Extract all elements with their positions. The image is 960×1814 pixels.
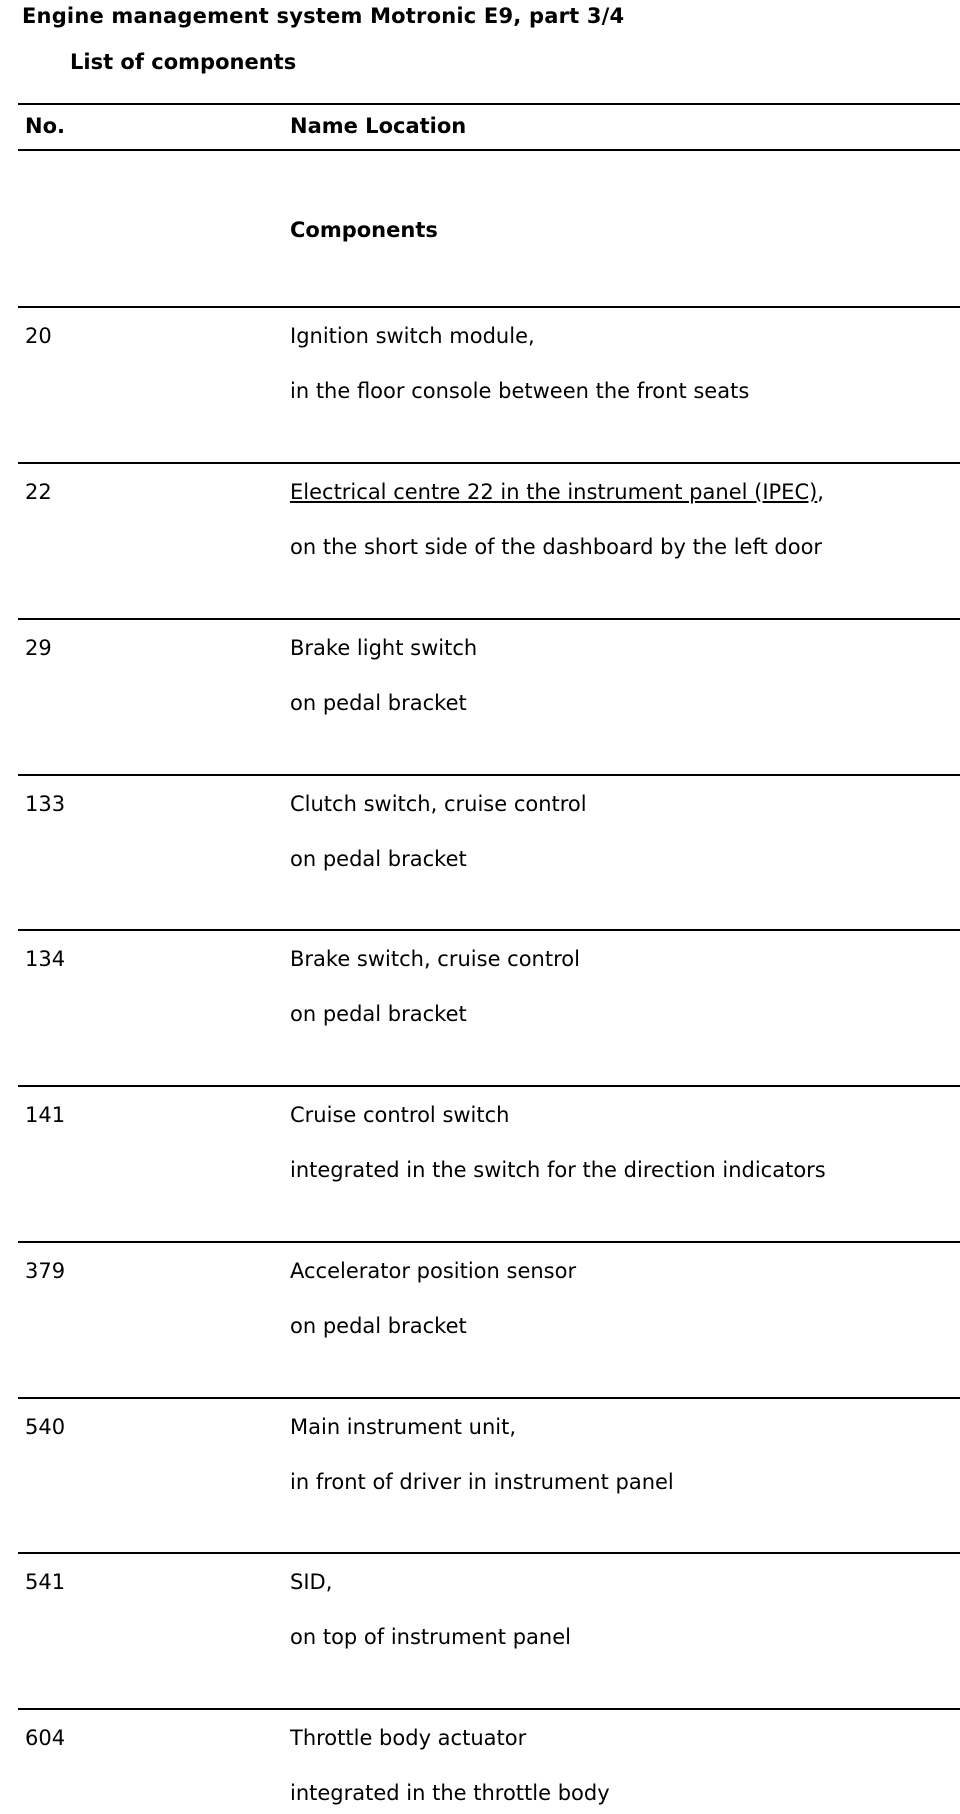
row-divider (18, 1397, 960, 1399)
row-divider (18, 462, 960, 464)
component-number: 29 (25, 636, 52, 660)
row-divider (18, 1708, 960, 1710)
table-row (0, 1085, 960, 1241)
row-divider (18, 1552, 960, 1554)
component-number: 604 (25, 1726, 66, 1750)
component-location: on top of instrument panel (290, 1625, 571, 1649)
component-name: Throttle body actuator (290, 1726, 527, 1750)
row-divider (18, 1241, 960, 1243)
component-number: 134 (25, 947, 66, 971)
component-number: 22 (25, 480, 52, 504)
component-location: in front of driver in instrument panel (290, 1470, 674, 1494)
component-location: on pedal bracket (290, 1314, 467, 1338)
table-row (0, 618, 960, 774)
component-number: 20 (25, 324, 52, 348)
column-header-name-location: Name Location (290, 114, 467, 138)
table-row (0, 1708, 960, 1814)
component-number: 133 (25, 792, 66, 816)
page-subtitle: List of components (70, 50, 297, 74)
header-bottom-rule (18, 149, 960, 151)
component-location: on pedal bracket (290, 1002, 467, 1026)
column-header-no: No. (25, 114, 65, 138)
table-row (0, 1552, 960, 1708)
component-number: 541 (25, 1570, 66, 1594)
component-location: on pedal bracket (290, 691, 467, 715)
component-name: SID, (290, 1570, 333, 1594)
page-title: Engine management system Motronic E9, part 3/4 (22, 4, 625, 28)
component-number: 540 (25, 1415, 66, 1439)
component-name-suffix: , (817, 480, 824, 504)
component-location: on the short side of the dashboard by the left door (290, 535, 823, 559)
row-divider (18, 306, 960, 308)
component-location: in the floor console between the front seats (290, 379, 750, 403)
component-name-link[interactable]: Electrical centre 22 in the instrument panel (IPEC) (290, 480, 818, 504)
row-divider (18, 618, 960, 620)
component-number: 141 (25, 1103, 66, 1127)
component-name: Brake switch, cruise control (290, 947, 580, 971)
row-divider (18, 774, 960, 776)
component-name: Cruise control switch (290, 1103, 510, 1127)
table-row (0, 462, 960, 618)
component-name-wrapper (290, 478, 824, 506)
row-divider (18, 929, 960, 931)
table-row (0, 1241, 960, 1397)
table-row (0, 774, 960, 930)
table-row (0, 929, 960, 1085)
component-name: Brake light switch (290, 636, 478, 660)
table-top-rule (18, 103, 960, 105)
component-location: integrated in the switch for the direction indicators (290, 1158, 826, 1182)
component-name: Ignition switch module, (290, 324, 535, 348)
table-row (0, 1397, 960, 1553)
component-name: Clutch switch, cruise control (290, 792, 587, 816)
component-location: integrated in the throttle body (290, 1781, 610, 1805)
section-heading: Components (290, 218, 438, 242)
component-name: Accelerator position sensor (290, 1259, 577, 1283)
component-name: Main instrument unit, (290, 1415, 517, 1439)
row-divider (18, 1085, 960, 1087)
component-location: on pedal bracket (290, 847, 467, 871)
table-row (0, 306, 960, 462)
component-number: 379 (25, 1259, 66, 1283)
